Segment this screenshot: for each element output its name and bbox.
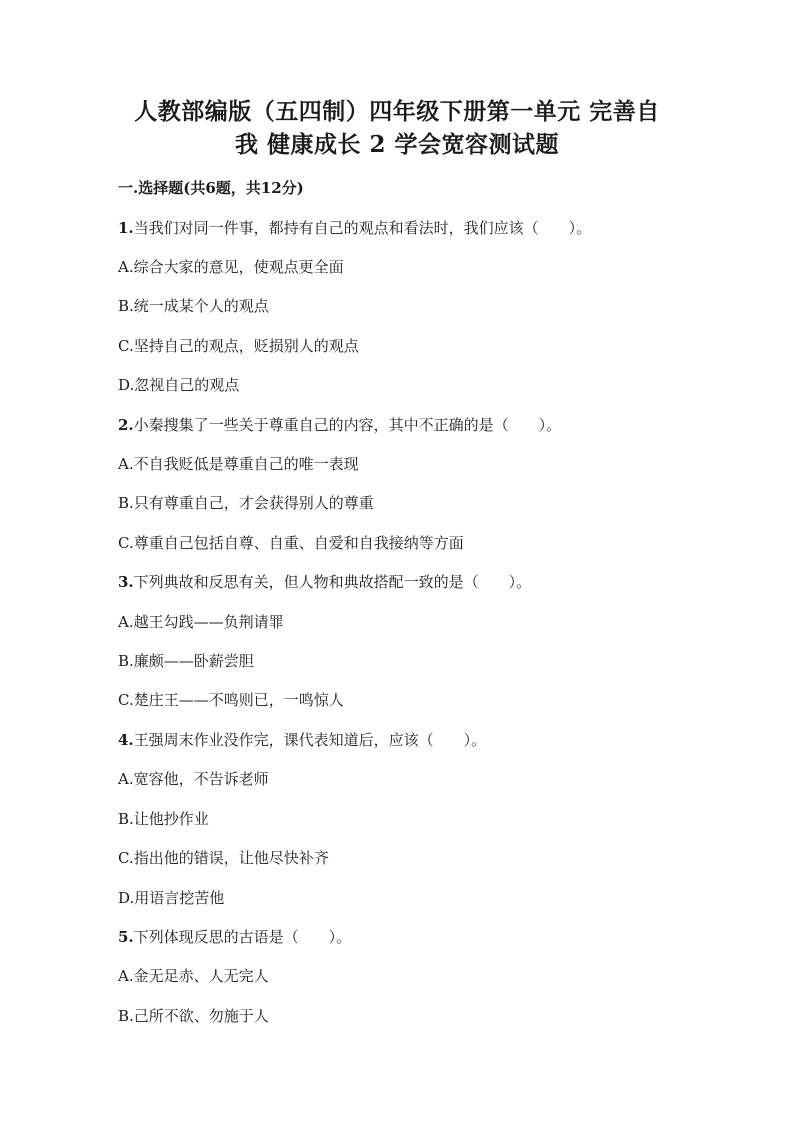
option-2a: A.不自我贬低是尊重自己的唯一表现 [118, 455, 359, 473]
question-stem: 当我们对同一件事，都持有自己的观点和看法时，我们应该（ ）。 [133, 219, 592, 237]
question-1 [118, 218, 591, 238]
question-number: 5. [118, 928, 134, 946]
section-heading: 一.选择题(共6题，共12分) [118, 179, 304, 197]
option-2b: B.只有尊重自己，才会获得别人的尊重 [118, 494, 374, 512]
document-title-line-1: 人教部编版（五四制）四年级下册第一单元 完善自 [134, 98, 660, 125]
option-3c: C.楚庄王——不鸣则已，一鸣惊人 [118, 691, 344, 709]
question-5 [118, 927, 351, 947]
question-number: 2. [118, 416, 134, 434]
option-5b: B.己所不欲、勿施于人 [118, 1007, 269, 1025]
question-stem: 下列典故和反思有关，但人物和典故搭配一致的是（ ）。 [133, 573, 532, 591]
option-2c: C.尊重自己包括自尊、自重、自爱和自我接纳等方面 [118, 534, 464, 552]
option-1b: B.统一成某个人的观点 [118, 297, 269, 315]
option-1d: D.忽视自己的观点 [118, 376, 240, 394]
question-number: 3. [118, 573, 134, 591]
question-stem: 小秦搜集了一些关于尊重自己的内容，其中不正确的是（ ）。 [133, 416, 562, 434]
question-4 [118, 730, 486, 750]
question-stem: 下列体现反思的古语是（ ）。 [133, 928, 352, 946]
document-title-line-2: 我 健康成长 2 学会宽容测试题 [234, 131, 560, 158]
option-3b: B.廉颇——卧薪尝胆 [118, 652, 254, 670]
question-2 [118, 415, 561, 435]
question-3 [118, 572, 531, 592]
question-number: 4. [118, 731, 134, 749]
question-number: 1. [118, 219, 134, 237]
option-1c: C.坚持自己的观点，贬损别人的观点 [118, 337, 359, 355]
option-3a: A.越王勾践——负荆请罪 [118, 613, 284, 631]
option-4a: A.宽容他，不告诉老师 [118, 770, 269, 788]
question-stem: 王强周末作业没作完，课代表知道后，应该（ ）。 [133, 731, 487, 749]
option-4c: C.指出他的错误，让他尽快补齐 [118, 849, 329, 867]
option-4d: D.用语言挖苦他 [118, 889, 225, 907]
option-4b: B.让他抄作业 [118, 810, 209, 828]
option-5a: A.金无足赤、人无完人 [118, 967, 269, 985]
option-1a: A.综合大家的意见，使观点更全面 [118, 258, 344, 276]
